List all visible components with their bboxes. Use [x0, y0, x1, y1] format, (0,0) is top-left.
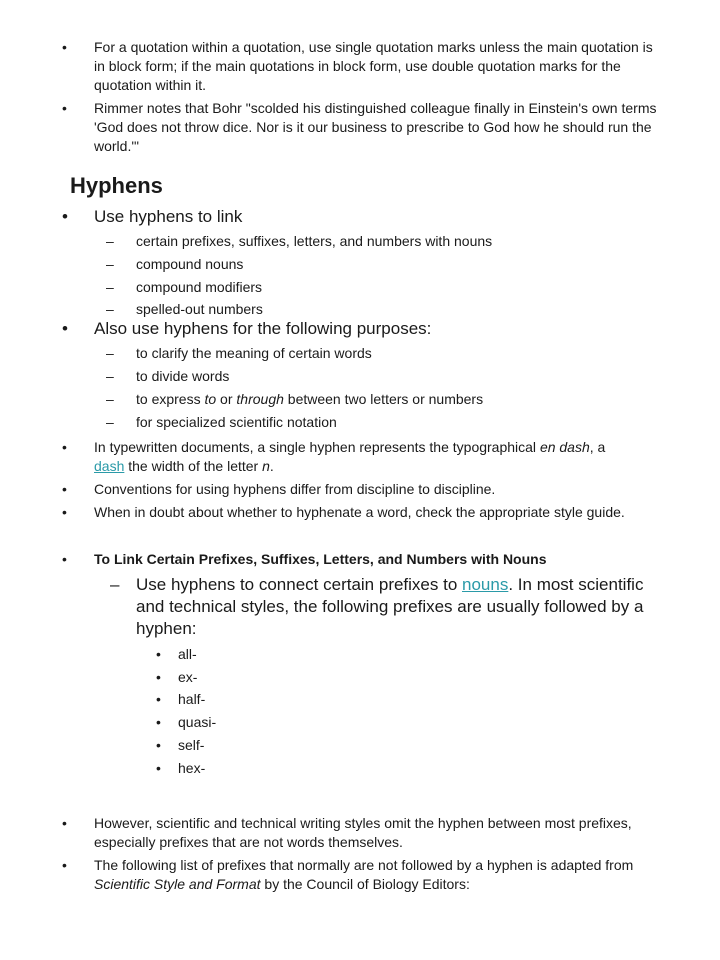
nouns-link[interactable]: nouns [462, 575, 509, 594]
prefix-item: self- [178, 737, 205, 753]
typewriter-note: In typewritten documents, a single hyphen represents the typographical en dash, a dash the width of the letter n. [94, 439, 606, 474]
bullet: • [156, 760, 161, 776]
bullet: • [62, 504, 67, 520]
doubt-note: When in doubt about whether to hyphenate a word, check the appropriate style guide. [94, 504, 625, 520]
dash-marker: – [106, 345, 114, 361]
dash-marker: – [106, 368, 114, 384]
list-item: compound nouns [136, 256, 244, 272]
bullet: • [156, 737, 161, 753]
bullet: • [62, 100, 67, 116]
purposes-section-title: Also use hyphens for the following purposes: [94, 319, 432, 338]
bullet: • [62, 481, 67, 497]
bullet: • [62, 815, 67, 831]
bullet: • [62, 207, 68, 226]
bullet: • [62, 319, 68, 338]
bullet: • [156, 646, 161, 662]
list-item: to express to or through between two letters or numbers [136, 391, 484, 407]
conventions-note: Conventions for using hyphens differ from discipline to discipline. [94, 481, 496, 497]
list-item: compound modifiers [136, 279, 263, 295]
quotation-rule-paragraph: For a quotation within a quotation, use single quotation marks unless the main quotation is in block form; if the main quotations in block form, use double quotation marks for the quotation within it. [94, 39, 653, 93]
prefix-item: all- [178, 646, 197, 662]
dash-marker: – [106, 233, 114, 249]
list-item: to divide words [136, 368, 230, 384]
bullet: • [156, 669, 161, 685]
omit-hyphen-paragraph: However, scientific and technical writing styles omit the hyphen between most prefixes, especially prefixes that are not words themselves. [94, 815, 632, 850]
dash-marker: – [106, 391, 114, 407]
bullet: • [62, 551, 67, 567]
list-item: to clarify the meaning of certain words [136, 345, 372, 361]
list-item: certain prefixes, suffixes, letters, and numbers with nouns [136, 233, 493, 249]
prefix-lead-paragraph: Use hyphens to connect certain prefixes to nouns. In most scientific and technical styles, the following prefixes are usually followed by a hyphen: [136, 575, 644, 638]
bullet: • [156, 691, 161, 707]
dash-marker: – [106, 279, 114, 295]
page-title: Hyphens [70, 173, 163, 198]
bullet: • [62, 439, 67, 455]
dash-marker: – [106, 256, 114, 272]
link-section-title: Use hyphens to link [94, 207, 243, 226]
list-item: spelled-out numbers [136, 301, 263, 317]
bullet: • [62, 39, 67, 55]
bullet: • [62, 857, 67, 873]
prefix-item: quasi- [178, 714, 217, 730]
prefix-list-intro: The following list of prefixes that normally are not followed by a hyphen is adapted from Scientific Style and Format by the Council of Biology Editors: [94, 857, 634, 892]
prefix-section-title: To Link Certain Prefixes, Suffixes, Letters, and Numbers with Nouns [94, 551, 547, 567]
rimmer-quote-paragraph: Rimmer notes that Bohr "scolded his distinguished colleague finally in Einstein's own terms 'God does not throw dice. Nor is it our business to prescribe to God how he should run the world.'" [94, 100, 657, 154]
dash-marker: – [110, 575, 120, 594]
dash-link[interactable]: dash [94, 458, 125, 474]
prefix-item: hex- [178, 760, 206, 776]
bullet: • [156, 714, 161, 730]
prefix-item: half- [178, 691, 206, 707]
dash-marker: – [106, 301, 114, 317]
prefix-item: ex- [178, 669, 198, 685]
list-item: for specialized scientific notation [136, 414, 337, 430]
dash-marker: – [106, 414, 114, 430]
